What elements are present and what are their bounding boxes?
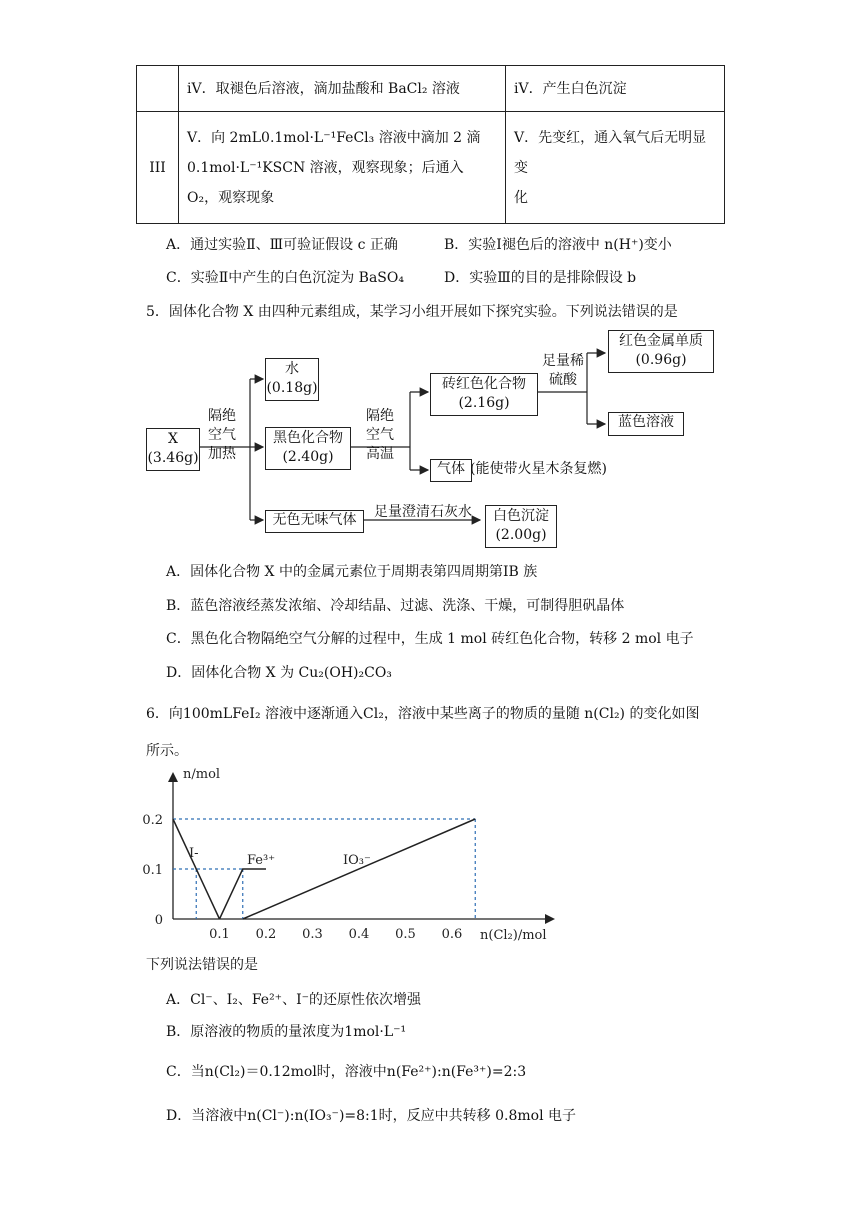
- procedure-line: O₂，观察现象: [187, 189, 275, 206]
- series-label: I-: [189, 846, 199, 861]
- box-label: 红色金属单质: [619, 333, 703, 349]
- condition-line: 高温: [366, 446, 394, 462]
- series-label: IO₃⁻: [343, 853, 371, 868]
- colorless-gas-box: [265, 510, 364, 533]
- q4-option-c: C．实验Ⅱ中产生的白色沉淀为 BaSO₄: [166, 270, 404, 286]
- condition-line: 隔绝: [366, 408, 394, 424]
- condition-line: 加热: [208, 446, 236, 462]
- x-tick-label: 0.6: [441, 927, 463, 942]
- q4-option-b: B．实验Ⅰ褪色后的溶液中 n(H⁺)变小: [444, 237, 672, 253]
- condition-line: 空气: [366, 427, 394, 443]
- result-line: 化: [514, 189, 528, 206]
- x-tick-label: 0.1: [209, 927, 230, 942]
- x-tick-label: 0.4: [348, 927, 370, 942]
- q6-after-chart: 下列说法错误的是: [146, 957, 258, 973]
- x-tick-label: 0.3: [302, 927, 323, 942]
- q6-option-d: D．当溶液中n(Cl⁻):n(IO₃⁻)=8:1时，反应中共转移 0.8mol 电子: [166, 1108, 577, 1124]
- procedure-line: 0.1mol·L⁻¹KSCN 溶液，观察现象；后通入: [187, 159, 464, 176]
- condition-high-temp: [360, 407, 400, 464]
- black-compound-box: [265, 427, 351, 470]
- x-tick-label: 0.2: [255, 927, 277, 942]
- q6-option-c: C．当n(Cl₂)＝0.12mol时，溶液中n(Fe²⁺):n(Fe³⁺)=2:3: [166, 1064, 527, 1080]
- table-cell-label: III: [137, 112, 179, 224]
- red-metal-box: [608, 330, 714, 373]
- box-mass: (0.18g): [266, 380, 318, 396]
- water-box: [265, 358, 319, 401]
- condition-line: 隔绝: [208, 408, 236, 424]
- q4-option-a: A．通过实验Ⅱ、Ⅲ可验证假设 c 正确: [166, 237, 398, 253]
- box-label: 水: [285, 361, 299, 377]
- x-axis-arrow: [545, 914, 555, 924]
- box-mass: (2.00g): [495, 527, 547, 543]
- box-label: 黑色化合物: [273, 430, 343, 446]
- y-tick-label: 0: [154, 913, 163, 928]
- white-precipitate-box: [485, 505, 557, 548]
- q5-option-d: D．固体化合物 X 为 Cu₂(OH)₂CO₃: [166, 665, 392, 681]
- result-line: V．先变红，通入氧气后无明显变: [514, 129, 707, 176]
- x-tick-label: 0.5: [395, 927, 416, 942]
- q5-option-b: B．蓝色溶液经蒸发浓缩、冷却结晶、过滤、洗涤、干燥，可制得胆矾晶体: [166, 598, 625, 614]
- condition-acid: [535, 352, 591, 390]
- q5-option-c: C．黑色化合物隔绝空气分解的过程中，生成 1 mol 砖红色化合物，转移 2 mol 电子: [166, 631, 694, 647]
- y-tick-label: 0.2: [142, 813, 163, 828]
- box-label: 白色沉淀: [493, 508, 549, 524]
- box-mass: (2.40g): [282, 449, 334, 465]
- q4-option-d: D．实验Ⅲ的目的是排除假设 b: [444, 270, 637, 286]
- oxygen-note: (能使带火星木条复燃): [470, 461, 607, 477]
- series-label: Fe³⁺: [247, 853, 276, 868]
- brick-red-compound-box: [430, 373, 538, 416]
- q6-option-b: B．原溶液的物质的量浓度为1mol·L⁻¹: [166, 1024, 407, 1040]
- compound-x-box: [146, 428, 200, 471]
- box-mass: (3.46g): [147, 450, 199, 466]
- x-axis-label: n(Cl₂)/mol: [480, 928, 547, 943]
- condition-line: 空气: [208, 427, 236, 443]
- condition-heat: [204, 407, 240, 464]
- box-mass: (0.96g): [635, 352, 687, 368]
- y-axis-label: n/mol: [183, 767, 221, 782]
- procedure-line: V．向 2mL0.1mol·L⁻¹FeCl₃ 溶液中滴加 2 滴: [187, 129, 481, 146]
- box-label: 蓝色溶液: [618, 414, 674, 430]
- q5-option-a: A．固体化合物 X 中的金属元素位于周期表第四周期第ⅠB 族: [166, 564, 538, 580]
- box-label: X: [168, 431, 178, 447]
- y-tick-label: 0.1: [142, 863, 163, 878]
- box-mass: (2.16g): [458, 395, 510, 411]
- blue-solution-box: [608, 412, 684, 436]
- ion-amount-chart: [130, 762, 570, 947]
- box-label: 砖红色化合物: [442, 376, 526, 392]
- condition-line: 足量稀: [542, 353, 584, 369]
- condition-limewater: 足量澄清石灰水: [374, 504, 472, 520]
- series-line: [243, 819, 476, 919]
- table-cell-procedure: iV．取褪色后溶液，滴加盐酸和 BaCl₂ 溶液: [179, 66, 506, 112]
- q6-stem-line-1: 6．向100mLFeI₂ 溶液中逐渐通入Cl₂，溶液中某些离子的物质的量随 n(Cl₂) 的变化如图: [146, 706, 700, 722]
- condition-line: 硫酸: [549, 372, 577, 388]
- oxygen-gas-box: 气体: [430, 459, 472, 482]
- box-label: 无色无味气体: [272, 512, 357, 528]
- q5-stem: 5．固体化合物 X 由四种元素组成，某学习小组开展如下探究实验。下列说法错误的是: [146, 304, 678, 320]
- q6-stem-line-2: 所示。: [146, 743, 188, 759]
- y-axis-arrow: [168, 772, 178, 782]
- q6-option-a: A．Cl⁻、I₂、Fe²⁺、I⁻的还原性依次增强: [166, 992, 421, 1008]
- table-cell-result: iV．产生白色沉淀: [506, 66, 725, 112]
